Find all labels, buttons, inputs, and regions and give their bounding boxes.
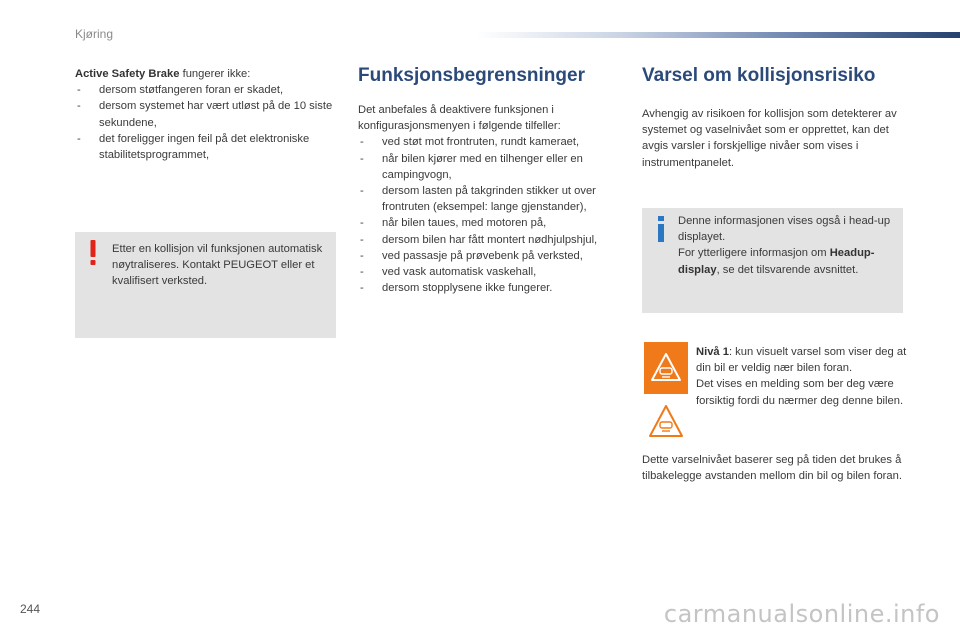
section-label: Kjøring: [75, 27, 114, 41]
level-1-line: [696, 344, 908, 376]
intro-paragraph: Avhengig av risikoen for kollisjon som detekterer av systemet og vaselnivået som er opprettet, kan det avgis varsler i forskjellige nivåer som vises i instrumentpanelet.: [642, 108, 897, 169]
collision-warning-icon: [644, 342, 688, 394]
list-item: - ved passasje på prøvebenk på verksted,: [358, 248, 628, 264]
list-item: - dersom stopplysene ikke fungerer.: [358, 280, 628, 296]
info-pre: For ytterligere informasjon om: [678, 247, 830, 260]
intro-bold: Active Safety Brake: [75, 68, 180, 80]
bottom-paragraph: Dette varselnivået baserer seg på tiden det brukes å tilbakelegge avstanden mellom din bil og bilen foran.: [642, 454, 902, 483]
list-item: - ved støt mot frontruten, rundt kameraet,: [358, 134, 628, 150]
intro-paragraph: [75, 66, 340, 82]
column-collision-warning: [642, 64, 907, 171]
info-box: [642, 208, 903, 313]
list-item: - dersom systemet har vært utløst på de 10 siste sekundene,: [75, 98, 340, 130]
exclamation-icon: [87, 240, 99, 266]
condition-list: [75, 82, 340, 163]
limitations-list: [358, 134, 628, 296]
section-title: Varsel om kollisjonsrisiko: [642, 65, 876, 86]
list-item: - når bilen taues, med motoren på,: [358, 215, 628, 231]
info-line: [678, 245, 900, 277]
warning-box: [75, 232, 336, 338]
level-1-description: [696, 344, 908, 409]
page-number: 244: [20, 602, 41, 616]
list-item: - dersom lasten på takgrinden stikker ut over frontruten (eksempel: lange gjenstander),: [358, 183, 628, 215]
level-text: : kun visuelt varsel som viser deg at din bil er veldig nær bilen foran.: [696, 346, 907, 375]
level-label: Nivå 1: [696, 346, 729, 358]
intro-rest: fungerer ikke:: [179, 68, 251, 80]
info-text: [678, 213, 900, 278]
info-bold: Headup-display: [678, 247, 875, 276]
info-post: , se det tilsvarende avsnittet.: [716, 263, 859, 276]
header-gradient-bar: [478, 32, 960, 38]
watermark: carmanualsonline.info: [663, 600, 940, 628]
list-item: - det foreligger ingen feil på det elektroniske stabilitetsprogrammet,: [75, 131, 340, 163]
level-1-message: Det vises en melding som ber deg være forsiktig fordi du nærmer deg denne bilen.: [696, 378, 904, 407]
list-item: - dersom støtfangeren foran er skadet,: [75, 82, 340, 98]
info-icon: [654, 216, 668, 242]
section-title: Funksjonsbegrensninger: [358, 65, 585, 86]
list-item: - ved vask automatisk vaskehall,: [358, 264, 628, 280]
list-item: - når bilen kjører med en tilhenger eller en campingvogn,: [358, 151, 628, 183]
list-item: - dersom bilen har fått montert nødhjulpshjul,: [358, 232, 628, 248]
column-limitations: [358, 64, 628, 296]
intro-paragraph: Det anbefales å deaktivere funksjonen i konfigurasjonsmenyen i følgende tilfeller:: [358, 104, 561, 133]
column-active-safety-brake: [75, 66, 340, 163]
collision-warning-outline-icon: [644, 400, 688, 444]
info-line: Denne informasjonen vises også i head-up displayet.: [678, 215, 891, 244]
warning-text: Etter en kollisjon vil funksjonen automatisk nøytraliseres. Kontakt PEUGEOT eller et kvalifisert verksted.: [112, 243, 323, 288]
